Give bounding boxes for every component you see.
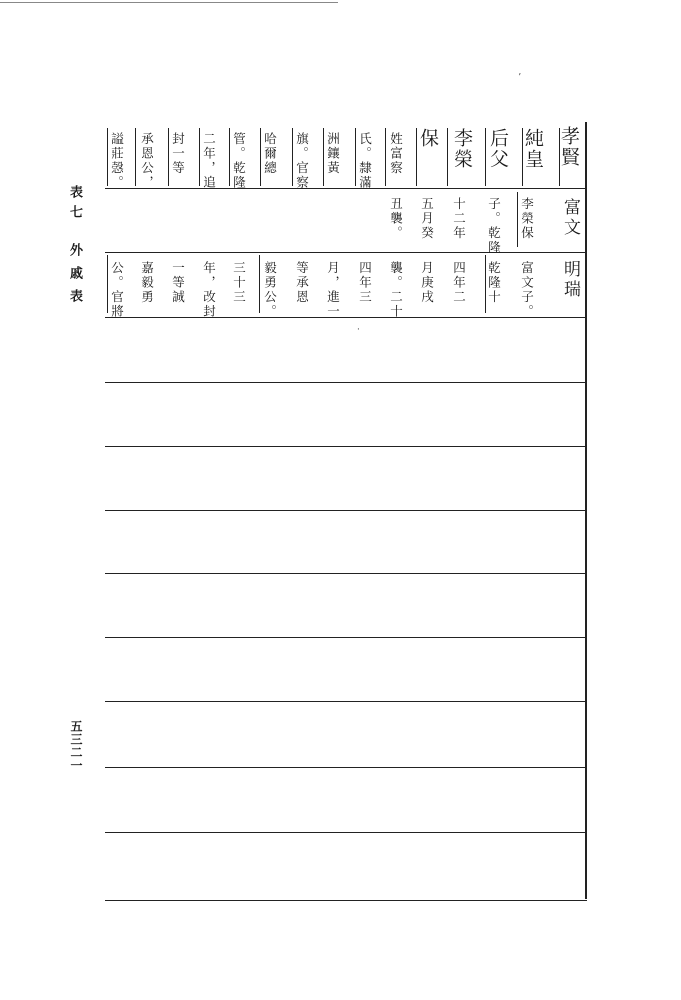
column-tick [355, 128, 356, 186]
note-col-8: 封一等 [170, 132, 186, 176]
column-tick [135, 128, 136, 186]
column-tick [292, 128, 293, 186]
row3-col-7: 月，進一 [325, 261, 341, 319]
page-number: 五三二一 [69, 720, 83, 772]
consort-name-col-5: 保 [417, 128, 439, 149]
column-tick [199, 128, 200, 186]
column-tick [485, 255, 486, 313]
column-tick [447, 128, 448, 186]
row2-col-3: 十二年 [451, 197, 467, 241]
column-tick [485, 128, 486, 186]
note-col-4: 旗。官察 [294, 132, 310, 190]
table-rule-12 [105, 900, 587, 901]
row3-col-6: 四年三 [357, 261, 373, 305]
table-rule-8 [105, 637, 587, 638]
row3-col-12: 一等誠 [170, 261, 186, 305]
consort-name-col-1: 孝賢 [558, 126, 580, 168]
row3-col-13: 嘉毅勇 [139, 261, 155, 305]
column-tick [107, 255, 108, 313]
note-col-7: 二年，追 [201, 132, 217, 190]
table-rule-7 [105, 573, 587, 574]
row3-col-5: 襲。二十 [388, 261, 404, 319]
row3-col-3: 四年二 [451, 261, 467, 305]
note-col-10: 謚莊愨。 [109, 132, 125, 190]
row2-col-5: 丑襲。 [388, 197, 404, 241]
row3-col-4: 月庚戌 [419, 261, 435, 305]
table-rule-4 [105, 382, 587, 383]
table-label: 表七 [67, 185, 82, 225]
note-col-2: 氏。隸滿 [357, 132, 373, 190]
row3-col-11: 年，改封 [201, 261, 217, 319]
column-tick [385, 128, 386, 186]
row3-col-8: 等承恩 [294, 261, 310, 305]
row3-col-2: 乾隆十 [486, 261, 502, 305]
row3-col-9: 毅勇公。 [262, 261, 278, 319]
consort-name-col-3: 后父 [487, 128, 509, 170]
print-speck: ʼ [518, 73, 521, 83]
kin-name-fuwen: 富文 [560, 198, 580, 238]
column-tick [323, 128, 324, 186]
consort-name-col-2: 純皇 [522, 128, 544, 170]
note-col-3: 洲鑲黃 [325, 132, 341, 176]
note-col-5: 哈爾總 [262, 132, 278, 176]
column-tick [229, 128, 230, 186]
table-rule-11 [105, 832, 587, 833]
print-speck: · [357, 325, 360, 335]
row3-col-10: 三十三 [231, 261, 247, 305]
kin-name-mingrui: 明瑞 [560, 260, 580, 300]
column-tick [259, 255, 260, 313]
table-rule-5 [105, 446, 587, 447]
column-tick [260, 128, 261, 186]
table-rule-9 [105, 701, 587, 702]
top-scan-rule [0, 2, 338, 3]
column-tick [168, 128, 169, 186]
row3-col-14: 公。官將 [109, 261, 125, 319]
table-rule-3 [105, 317, 587, 318]
row2-col-4: 五月癸 [419, 197, 435, 241]
row2-col-2: 子。乾隆 [486, 197, 502, 255]
consort-name-col-4: 李榮 [451, 128, 473, 170]
note-col-6: 管。乾隆 [231, 132, 247, 190]
row2-col-1: 李榮保 [519, 197, 535, 241]
note-col-1: 姓富察 [388, 132, 404, 176]
table-rule-6 [105, 510, 587, 511]
note-col-9: 承恩公， [139, 132, 155, 190]
table-rule-1 [105, 188, 587, 189]
section-label: 外戚表 [67, 243, 82, 312]
column-tick [107, 128, 108, 186]
table-rule-10 [105, 767, 587, 768]
table-rule-2 [105, 252, 587, 253]
row3-col-1: 富文子。 [519, 261, 535, 319]
column-tick [517, 192, 518, 247]
